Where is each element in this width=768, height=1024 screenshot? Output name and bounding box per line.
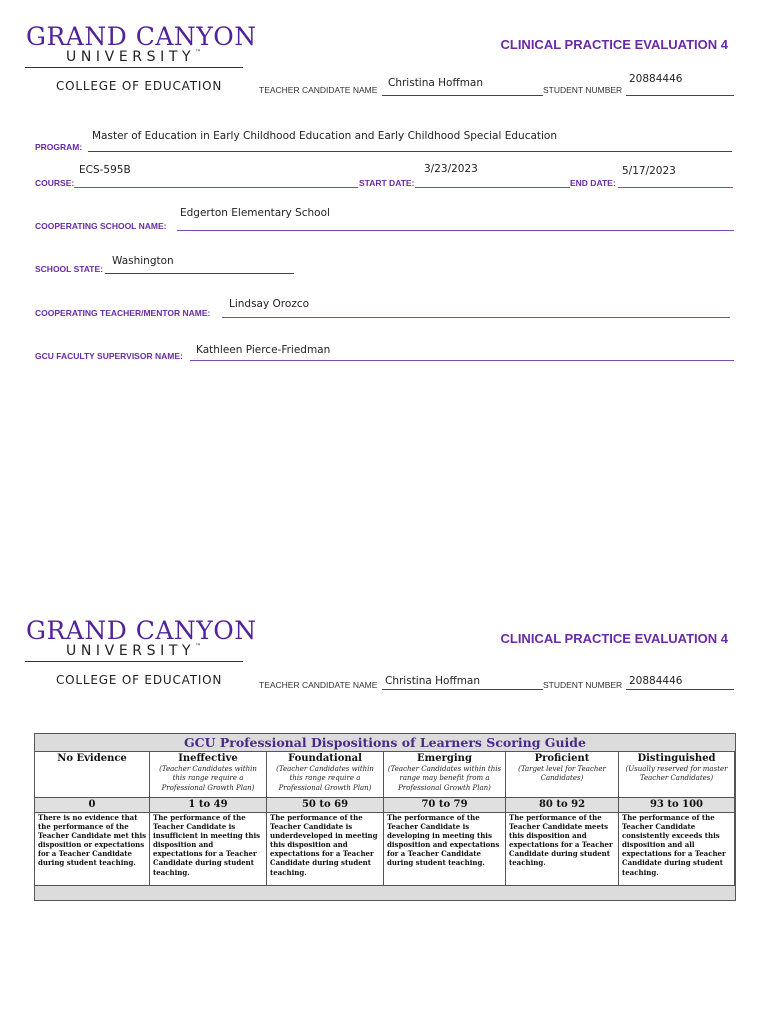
student-number-field[interactable] <box>626 689 734 690</box>
level-note: (Teacher Candidates within this range require a Professional Growth Plan) <box>276 765 374 792</box>
level-name: Proficient <box>534 753 590 764</box>
cooperating-teacher-value: Lindsay Orozco <box>229 298 310 310</box>
evaluation-title: CLINICAL PRACTICE EVALUATION 4 <box>500 631 728 646</box>
faculty-supervisor-label: GCU FACULTY SUPERVISOR NAME: <box>35 351 183 361</box>
level-note: (Teacher Candidates within this range may benefit from a Professional Growth Plan) <box>387 765 502 792</box>
level-description: The performance of the Teacher Candidate meets this disposition and expectations for a Teacher Candidate during student teaching. <box>509 813 613 868</box>
level-score: 0 <box>35 797 149 813</box>
logo-grand-canyon: GRAND CANYON <box>26 22 257 51</box>
course-field[interactable] <box>74 187 358 188</box>
school-state-field[interactable] <box>105 273 294 274</box>
cooperating-school-value: Edgerton Elementary School <box>180 207 330 219</box>
level-column-foundational <box>267 751 384 885</box>
logo-divider <box>25 661 243 662</box>
student-number-value: 20884446 <box>629 73 683 85</box>
teacher-candidate-value: Christina Hoffman <box>388 77 484 89</box>
level-note: (Usually reserved for master Teacher Candidates) <box>625 765 728 783</box>
faculty-supervisor-field[interactable] <box>190 360 734 361</box>
cooperating-teacher-label: COOPERATING TEACHER/MENTOR NAME: <box>35 308 211 318</box>
level-name: No Evidence <box>57 753 127 764</box>
end-date-label: END DATE: <box>570 178 616 188</box>
course-label: COURSE: <box>35 178 75 188</box>
logo-university: UNIVERSITY™ <box>66 49 202 65</box>
level-name: Ineffective <box>178 753 238 764</box>
end-date-field[interactable] <box>618 187 733 188</box>
faculty-supervisor-value: Kathleen Pierce-Friedman <box>196 344 331 356</box>
level-column-proficient <box>506 751 619 885</box>
scoring-guide-title: GCU Professional Dispositions of Learners Scoring Guide <box>35 734 735 752</box>
level-description: The performance of the Teacher Candidate consistently exceeds this disposition and all expectations for a Teacher Candidate during student teaching. <box>622 813 726 877</box>
level-name: Foundational <box>288 753 362 764</box>
cooperating-school-field[interactable] <box>177 230 734 231</box>
teacher-candidate-label: TEACHER CANDIDATE NAME <box>259 680 378 690</box>
school-state-value: Washington <box>112 255 174 267</box>
student-number-label: STUDENT NUMBER <box>543 85 623 95</box>
level-column-distinguished <box>619 751 735 885</box>
course-value: ECS-595B <box>79 164 131 176</box>
level-description: The performance of the Teacher Candidate is insufficient in meeting this disposition and expectations for a Teacher Candidate during student teaching. <box>153 813 261 877</box>
level-description: The performance of the Teacher Candidate is developing in meeting this disposition and expectations for a Teacher Candidate during student teaching. <box>387 813 500 868</box>
logo-college-of-education: COLLEGE OF EDUCATION <box>56 673 223 687</box>
scoring-guide-table <box>34 733 736 901</box>
logo-divider <box>25 67 243 68</box>
start-date-field[interactable] <box>415 187 570 188</box>
teacher-candidate-label: TEACHER CANDIDATE NAME <box>259 85 378 95</box>
start-date-value: 3/23/2023 <box>424 163 478 175</box>
level-description: There is no evidence that the performance of the Teacher Candidate met this disposition or expectations for a Teacher Candidate during student teaching. <box>38 813 147 868</box>
logo-college-of-education: COLLEGE OF EDUCATION <box>56 79 223 93</box>
level-name: Distinguished <box>637 753 716 764</box>
level-note: (Target level for Teacher Candidates) <box>518 765 606 783</box>
cooperating-school-label: COOPERATING SCHOOL NAME: <box>35 221 167 231</box>
level-score: 70 to 79 <box>384 797 505 813</box>
program-label: PROGRAM: <box>35 142 83 152</box>
start-date-label: START DATE: <box>359 178 415 188</box>
logo-grand-canyon: GRAND CANYON <box>26 616 257 645</box>
level-score: 80 to 92 <box>506 797 618 813</box>
program-field[interactable] <box>88 151 732 152</box>
level-note: (Teacher Candidates within this range require a Professional Growth Plan) <box>159 765 257 792</box>
student-number-label: STUDENT NUMBER <box>543 680 623 690</box>
program-value: Master of Education in Early Childhood Education and Early Childhood Special Education <box>92 130 558 142</box>
logo-university: UNIVERSITY™ <box>66 643 202 659</box>
level-score: 50 to 69 <box>267 797 383 813</box>
level-score: 1 to 49 <box>150 797 266 813</box>
student-number-value: 20884446 <box>629 675 683 687</box>
scoring-guide-footer-row <box>35 885 735 900</box>
teacher-candidate-field[interactable] <box>382 95 543 96</box>
level-column-no-evidence <box>35 751 150 885</box>
level-name: Emerging <box>417 753 472 764</box>
student-number-field[interactable] <box>626 95 734 96</box>
level-description: The performance of the Teacher Candidate is underdeveloped in meeting this disposition and expectations for a Teacher Candidate during student teaching. <box>270 813 378 877</box>
level-score: 93 to 100 <box>619 797 734 813</box>
teacher-candidate-value: Christina Hoffman <box>385 675 481 687</box>
teacher-candidate-field[interactable] <box>382 689 543 690</box>
end-date-value: 5/17/2023 <box>622 165 676 177</box>
evaluation-title: CLINICAL PRACTICE EVALUATION 4 <box>500 37 728 52</box>
cooperating-teacher-field[interactable] <box>222 317 730 318</box>
level-column-ineffective <box>150 751 267 885</box>
level-column-emerging <box>384 751 506 885</box>
school-state-label: SCHOOL STATE: <box>35 264 103 274</box>
